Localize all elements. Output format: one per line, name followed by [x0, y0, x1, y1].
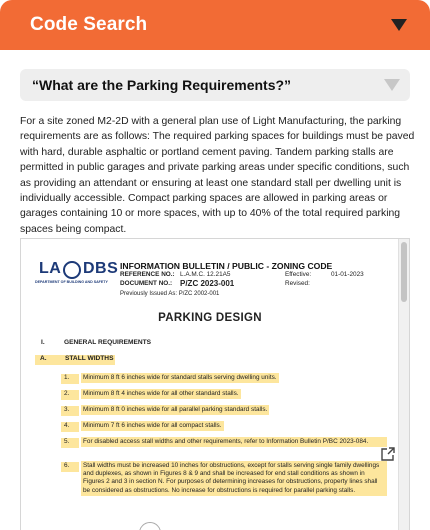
- document-value: P/ZC 2023-001: [180, 279, 235, 288]
- footer-seal-icon: [139, 522, 161, 530]
- revised-label: Revised:: [285, 280, 310, 287]
- app-title: Code Search: [30, 14, 148, 35]
- list-item-number: 6.: [61, 462, 79, 472]
- answer-text: For a site zoned M2-2D with a general plan use of Light Manufacturing, the parking requirements are as follows: The required parking spaces for buildings must be paved with hard, durable asphaltic or portland cement paving. Tandem parking stalls are permitted in public garages and private parking areas under specific conditions, such as providing an attendant or ensuring at least one standard stall per dwelling unit is individually accessible. Compact parking spaces are allowed in parking areas or garages containing 10 or more spaces, with up to 40% of the total required parking spaces being compact.: [20, 116, 415, 235]
- effective-value: 01-01-2023: [331, 271, 364, 278]
- section-title: GENERAL REQUIREMENTS: [64, 339, 152, 346]
- document-viewer[interactable]: [20, 238, 410, 530]
- triangle-down-icon[interactable]: [388, 14, 410, 36]
- question-text: “What are the Parking Requirements?”: [32, 77, 292, 93]
- document-heading: PARKING DESIGN: [158, 312, 262, 324]
- list-item-number: 1.: [61, 374, 79, 384]
- document-page: [21, 239, 399, 530]
- scrollbar-thumb[interactable]: [401, 242, 407, 302]
- document-scrollbar[interactable]: [398, 239, 409, 530]
- list-item: Minimum 8 ft 0 inches wide for all parallel parking standard stalls.: [81, 405, 269, 415]
- previously-issued: Previously Issued As: P/ZC 2002-001: [120, 291, 220, 297]
- ladbs-logo: [35, 260, 119, 286]
- city-seal-icon: [63, 261, 81, 279]
- document-label: DOCUMENT NO.:: [120, 280, 173, 287]
- list-item-number: 5.: [61, 438, 79, 448]
- list-item-number: 3.: [61, 406, 79, 416]
- effective-label: Effective:: [285, 271, 312, 278]
- chevron-down-icon[interactable]: [382, 77, 402, 93]
- bulletin-title: INFORMATION BULLETIN / PUBLIC - ZONING CODE: [120, 261, 333, 271]
- subsection-title: STALL WIDTHS: [63, 355, 115, 365]
- logo-caption: DEPARTMENT OF BUILDING AND SAFETY: [35, 280, 108, 284]
- list-item: Stall widths must be increased 10 inches for obstructions, except for stalls serving single family dwellings and duplexes, as shown in Figures 8 & 9 and shall be increased for end stall conditions as shown in Figures 2 and 3 in section N. For purposes of determining increases for obstructions, property lines shall be considered as obstructions. No increase for obstructions is required for parallel parking stalls.: [81, 461, 387, 496]
- subsection-letter: A.: [35, 355, 63, 365]
- list-item: Minimum 8 ft 4 inches wide for all other standard stalls.: [81, 389, 241, 399]
- expand-icon[interactable]: [381, 447, 395, 461]
- section-number: I.: [41, 339, 45, 346]
- list-item-number: 2.: [61, 390, 79, 400]
- question-accordion[interactable]: [20, 69, 410, 101]
- list-item: Minimum 7 ft 6 inches wide for all compact stalls.: [81, 421, 224, 431]
- list-item-number: 4.: [61, 422, 79, 432]
- list-item: Minimum 8 ft 6 inches wide for standard stalls serving dwelling units.: [81, 373, 279, 383]
- list-item: For disabled access stall widths and other requirements, refer to Information Bulletin P/BC 2023-084.: [81, 437, 387, 447]
- reference-value: L.A.M.C. 12.21A5: [180, 271, 231, 278]
- reference-label: REFERENCE NO.:: [120, 271, 175, 278]
- logo-right-text: DBS: [83, 260, 119, 277]
- logo-left-text: LA: [39, 260, 62, 277]
- app-header: [0, 0, 430, 50]
